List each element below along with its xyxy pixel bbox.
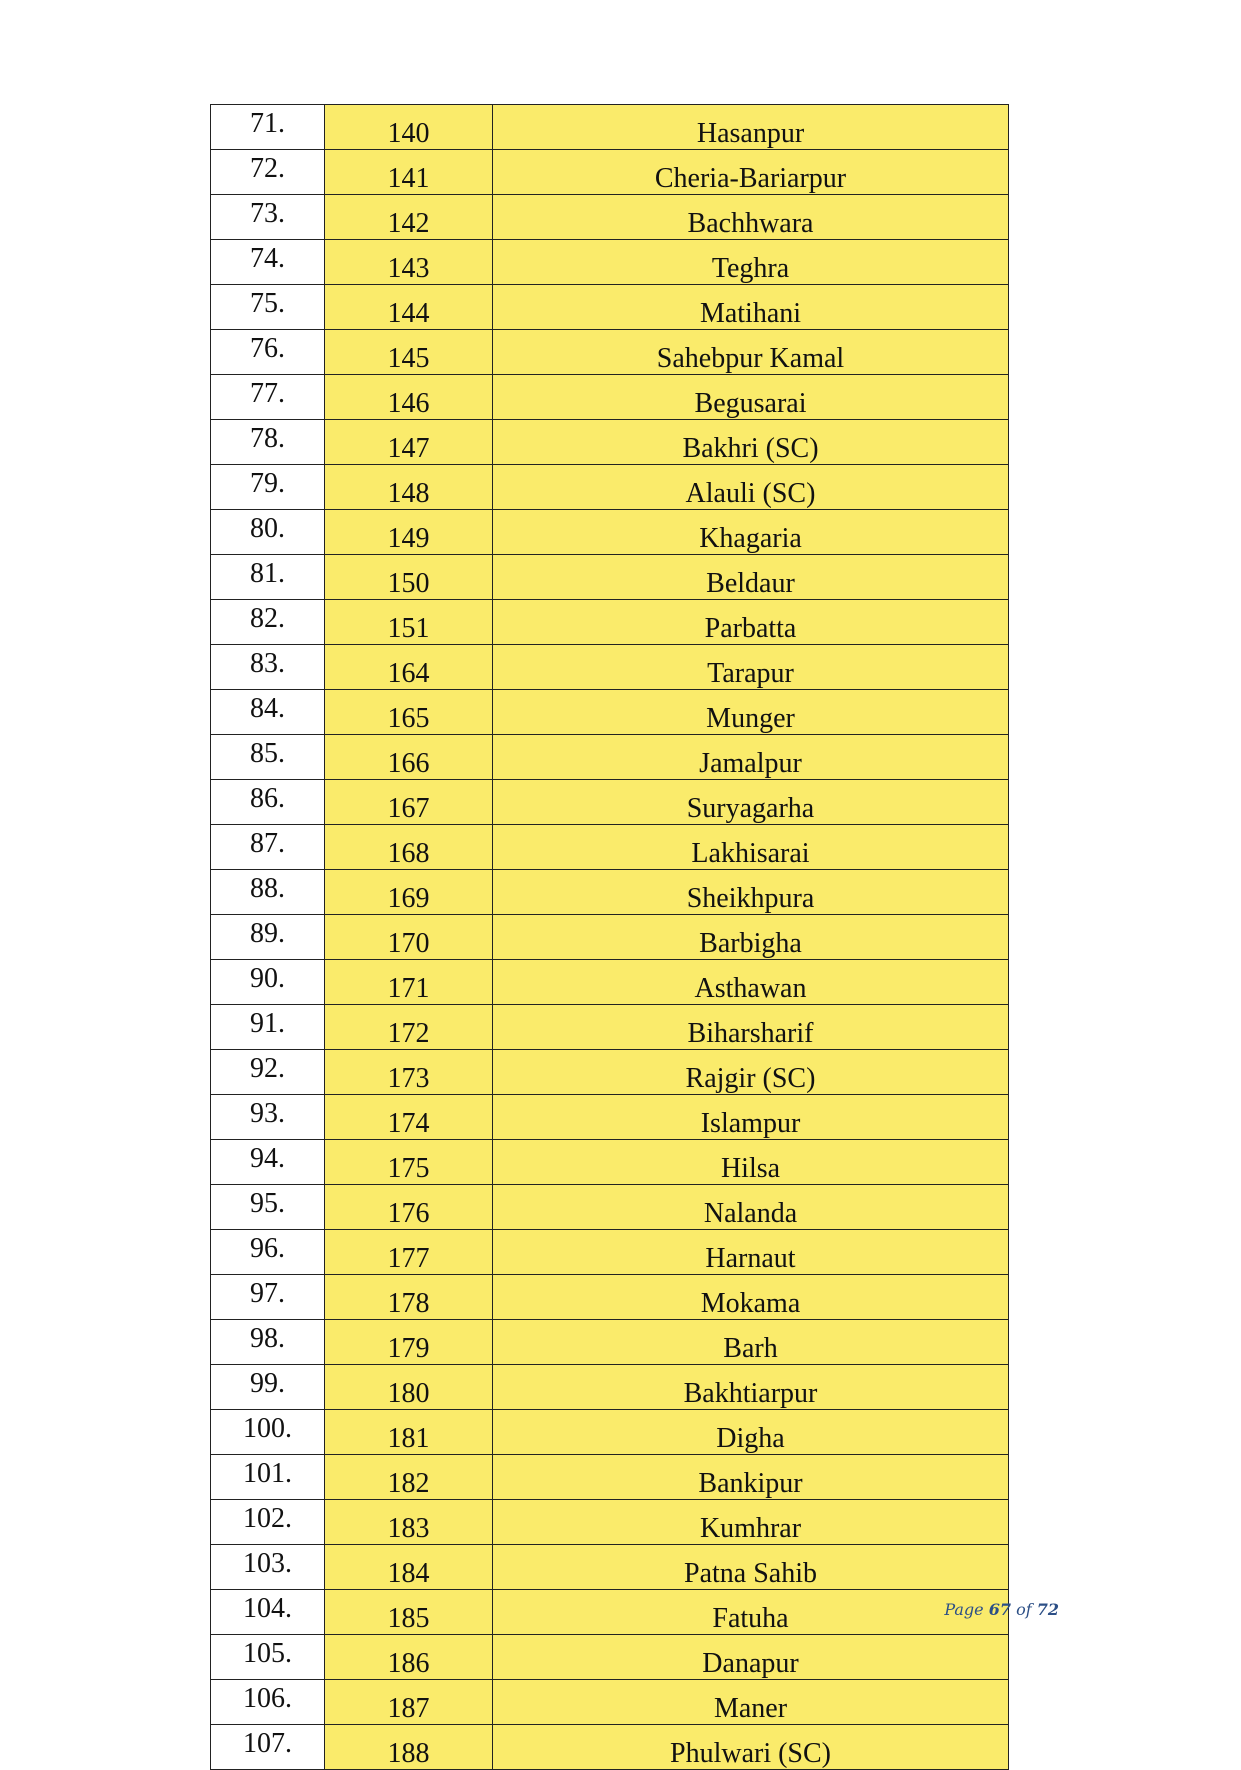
of-word: of [1016, 1600, 1032, 1619]
table-row [211, 1500, 1009, 1545]
serial-number-cell: 84. [211, 690, 325, 735]
serial-number-cell: 88. [211, 870, 325, 915]
table-row [211, 1185, 1009, 1230]
constituency-name-cell: Sahebpur Kamal [493, 330, 1009, 375]
serial-number-cell: 105. [211, 1635, 325, 1680]
constituency-name-cell: Islampur [493, 1095, 1009, 1140]
serial-number-cell: 86. [211, 780, 325, 825]
table-row [211, 645, 1009, 690]
constituency-number-cell: 178 [325, 1275, 493, 1320]
table-row [211, 1410, 1009, 1455]
serial-number-cell: 89. [211, 915, 325, 960]
table-row [211, 1590, 1009, 1635]
constituency-name-cell: Lakhisarai [493, 825, 1009, 870]
table-row [211, 465, 1009, 510]
serial-number-cell: 99. [211, 1365, 325, 1410]
page-footer [944, 1600, 1059, 1619]
constituency-number-cell: 141 [325, 150, 493, 195]
serial-number-cell: 90. [211, 960, 325, 1005]
table-row [211, 1050, 1009, 1095]
serial-number-cell: 107. [211, 1725, 325, 1770]
constituency-name-cell: Digha [493, 1410, 1009, 1455]
serial-number-cell: 95. [211, 1185, 325, 1230]
constituency-number-cell: 176 [325, 1185, 493, 1230]
constituency-number-cell: 187 [325, 1680, 493, 1725]
serial-number-cell: 72. [211, 150, 325, 195]
constituency-name-cell: Parbatta [493, 600, 1009, 645]
constituency-name-cell: Jamalpur [493, 735, 1009, 780]
table-row [211, 780, 1009, 825]
constituency-number-cell: 149 [325, 510, 493, 555]
constituency-number-cell: 184 [325, 1545, 493, 1590]
constituency-name-cell: Begusarai [493, 375, 1009, 420]
constituency-name-cell: Biharsharif [493, 1005, 1009, 1050]
table-row [211, 915, 1009, 960]
constituency-name-cell: Bachhwara [493, 195, 1009, 240]
constituency-name-cell: Barbigha [493, 915, 1009, 960]
table-row [211, 825, 1009, 870]
serial-number-cell: 94. [211, 1140, 325, 1185]
constituency-name-cell: Beldaur [493, 555, 1009, 600]
serial-number-cell: 93. [211, 1095, 325, 1140]
constituency-name-cell: Bakhri (SC) [493, 420, 1009, 465]
serial-number-cell: 101. [211, 1455, 325, 1500]
serial-number-cell: 75. [211, 285, 325, 330]
table-row [211, 1095, 1009, 1140]
constituency-name-cell: Harnaut [493, 1230, 1009, 1275]
table-row [211, 1140, 1009, 1185]
constituency-number-cell: 182 [325, 1455, 493, 1500]
constituency-number-cell: 166 [325, 735, 493, 780]
table-row [211, 240, 1009, 285]
constituency-number-cell: 150 [325, 555, 493, 600]
constituency-number-cell: 186 [325, 1635, 493, 1680]
constituency-name-cell: Maner [493, 1680, 1009, 1725]
serial-number-cell: 106. [211, 1680, 325, 1725]
serial-number-cell: 79. [211, 465, 325, 510]
table-body [211, 105, 1009, 1770]
constituency-number-cell: 140 [325, 105, 493, 150]
page-total: 72 [1036, 1600, 1059, 1619]
constituency-name-cell: Bankipur [493, 1455, 1009, 1500]
serial-number-cell: 83. [211, 645, 325, 690]
serial-number-cell: 98. [211, 1320, 325, 1365]
constituency-number-cell: 170 [325, 915, 493, 960]
serial-number-cell: 80. [211, 510, 325, 555]
table-row [211, 1005, 1009, 1050]
constituency-name-cell: Patna Sahib [493, 1545, 1009, 1590]
constituency-number-cell: 148 [325, 465, 493, 510]
constituency-number-cell: 171 [325, 960, 493, 1005]
table-row [211, 150, 1009, 195]
constituency-name-cell: Munger [493, 690, 1009, 735]
serial-number-cell: 74. [211, 240, 325, 285]
table-row [211, 105, 1009, 150]
table-row [211, 420, 1009, 465]
table-row [211, 690, 1009, 735]
constituency-name-cell: Barh [493, 1320, 1009, 1365]
constituency-name-cell: Phulwari (SC) [493, 1725, 1009, 1770]
constituency-name-cell: Suryagarha [493, 780, 1009, 825]
table-row [211, 600, 1009, 645]
constituency-name-cell: Tarapur [493, 645, 1009, 690]
constituency-number-cell: 183 [325, 1500, 493, 1545]
constituency-name-cell: Hasanpur [493, 105, 1009, 150]
table-row [211, 1545, 1009, 1590]
constituency-name-cell: Kumhrar [493, 1500, 1009, 1545]
constituency-number-cell: 147 [325, 420, 493, 465]
serial-number-cell: 81. [211, 555, 325, 600]
constituency-number-cell: 174 [325, 1095, 493, 1140]
serial-number-cell: 85. [211, 735, 325, 780]
constituency-number-cell: 172 [325, 1005, 493, 1050]
constituency-number-cell: 167 [325, 780, 493, 825]
serial-number-cell: 77. [211, 375, 325, 420]
constituency-number-cell: 165 [325, 690, 493, 735]
constituency-name-cell: Cheria-Bariarpur [493, 150, 1009, 195]
constituency-name-cell: Hilsa [493, 1140, 1009, 1185]
table-row [211, 1365, 1009, 1410]
constituency-number-cell: 173 [325, 1050, 493, 1095]
constituency-number-cell: 177 [325, 1230, 493, 1275]
table-row [211, 870, 1009, 915]
serial-number-cell: 97. [211, 1275, 325, 1320]
constituency-number-cell: 146 [325, 375, 493, 420]
serial-number-cell: 76. [211, 330, 325, 375]
table-row [211, 1680, 1009, 1725]
table-row [211, 285, 1009, 330]
serial-number-cell: 82. [211, 600, 325, 645]
serial-number-cell: 78. [211, 420, 325, 465]
constituency-number-cell: 151 [325, 600, 493, 645]
constituency-number-cell: 144 [325, 285, 493, 330]
constituency-name-cell: Alauli (SC) [493, 465, 1009, 510]
table-row [211, 735, 1009, 780]
table-row [211, 1635, 1009, 1680]
table-row [211, 375, 1009, 420]
serial-number-cell: 102. [211, 1500, 325, 1545]
constituency-name-cell: Bakhtiarpur [493, 1365, 1009, 1410]
serial-number-cell: 103. [211, 1545, 325, 1590]
table-row [211, 1320, 1009, 1365]
table-row [211, 960, 1009, 1005]
constituency-name-cell: Rajgir (SC) [493, 1050, 1009, 1095]
constituency-name-cell: Danapur [493, 1635, 1009, 1680]
serial-number-cell: 91. [211, 1005, 325, 1050]
serial-number-cell: 104. [211, 1590, 325, 1635]
table-row [211, 330, 1009, 375]
page-word: Page [944, 1600, 984, 1619]
constituency-number-cell: 179 [325, 1320, 493, 1365]
constituency-table [210, 104, 1009, 1770]
table-row [211, 510, 1009, 555]
constituency-number-cell: 143 [325, 240, 493, 285]
serial-number-cell: 100. [211, 1410, 325, 1455]
table-row [211, 1230, 1009, 1275]
constituency-number-cell: 181 [325, 1410, 493, 1455]
constituency-number-cell: 145 [325, 330, 493, 375]
constituency-name-cell: Asthawan [493, 960, 1009, 1005]
serial-number-cell: 92. [211, 1050, 325, 1095]
constituency-name-cell: Matihani [493, 285, 1009, 330]
constituency-name-cell: Mokama [493, 1275, 1009, 1320]
serial-number-cell: 87. [211, 825, 325, 870]
constituency-name-cell: Nalanda [493, 1185, 1009, 1230]
constituency-number-cell: 185 [325, 1590, 493, 1635]
constituency-number-cell: 188 [325, 1725, 493, 1770]
constituency-number-cell: 175 [325, 1140, 493, 1185]
constituency-name-cell: Fatuha [493, 1590, 1009, 1635]
constituency-name-cell: Khagaria [493, 510, 1009, 555]
constituency-number-cell: 142 [325, 195, 493, 240]
page-current: 67 [988, 1600, 1011, 1619]
table-row [211, 1725, 1009, 1770]
table-row [211, 195, 1009, 240]
constituency-name-cell: Teghra [493, 240, 1009, 285]
serial-number-cell: 73. [211, 195, 325, 240]
serial-number-cell: 71. [211, 105, 325, 150]
table-row [211, 555, 1009, 600]
serial-number-cell: 96. [211, 1230, 325, 1275]
constituency-number-cell: 168 [325, 825, 493, 870]
constituency-number-cell: 180 [325, 1365, 493, 1410]
constituency-name-cell: Sheikhpura [493, 870, 1009, 915]
constituency-number-cell: 169 [325, 870, 493, 915]
constituency-number-cell: 164 [325, 645, 493, 690]
table-row [211, 1275, 1009, 1320]
table-row [211, 1455, 1009, 1500]
